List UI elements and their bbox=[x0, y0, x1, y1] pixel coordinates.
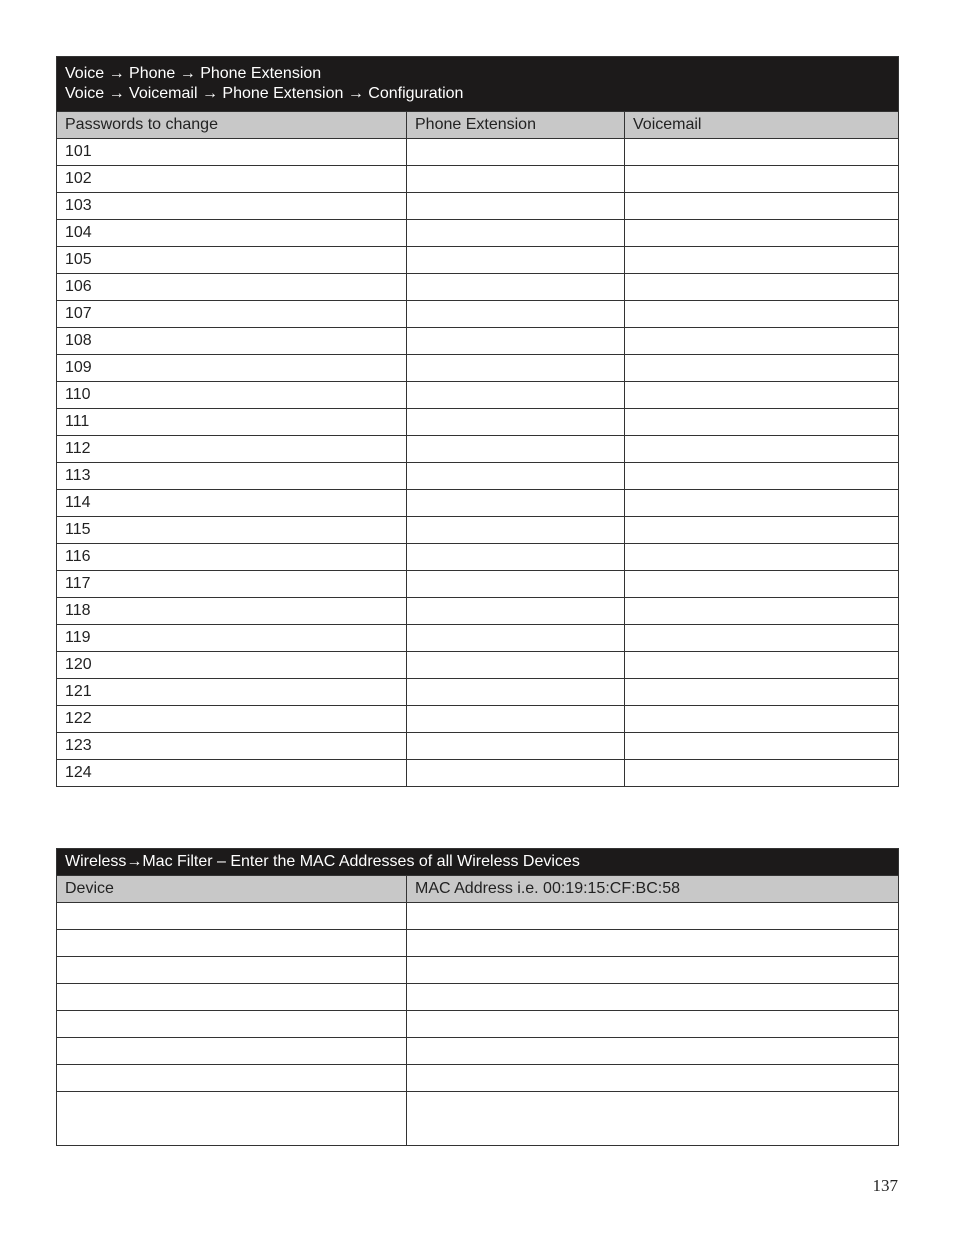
voice-password-table bbox=[56, 56, 899, 787]
extension-number-cell: 116 bbox=[57, 544, 407, 571]
phone-extension-password-cell[interactable] bbox=[407, 382, 625, 409]
mac-table-title: Wireless→Mac Filter – Enter the MAC Addresses of all Wireless Devices bbox=[57, 849, 899, 876]
phone-extension-password-cell[interactable] bbox=[407, 733, 625, 760]
table-row bbox=[57, 301, 899, 328]
extension-number-cell: 109 bbox=[57, 355, 407, 382]
table-row bbox=[57, 679, 899, 706]
header-mac-address: MAC Address i.e. 00:19:15:CF:BC:58 bbox=[407, 876, 899, 903]
voicemail-password-cell[interactable] bbox=[625, 409, 899, 436]
extension-number-cell: 117 bbox=[57, 571, 407, 598]
extension-number-cell: 110 bbox=[57, 382, 407, 409]
table-row bbox=[57, 1092, 899, 1146]
phone-extension-password-cell[interactable] bbox=[407, 517, 625, 544]
phone-extension-password-cell[interactable] bbox=[407, 193, 625, 220]
mac-address-cell[interactable] bbox=[407, 903, 899, 930]
extension-number-cell: 122 bbox=[57, 706, 407, 733]
voicemail-password-cell[interactable] bbox=[625, 625, 899, 652]
voicemail-password-cell[interactable] bbox=[625, 760, 899, 787]
device-cell[interactable] bbox=[57, 1038, 407, 1065]
phone-extension-password-cell[interactable] bbox=[407, 301, 625, 328]
table-row bbox=[57, 355, 899, 382]
voicemail-password-cell[interactable] bbox=[625, 436, 899, 463]
table-row bbox=[57, 652, 899, 679]
table-row bbox=[57, 930, 899, 957]
mac-address-cell[interactable] bbox=[407, 1065, 899, 1092]
phone-extension-password-cell[interactable] bbox=[407, 679, 625, 706]
table-row bbox=[57, 139, 899, 166]
phone-extension-password-cell[interactable] bbox=[407, 706, 625, 733]
phone-extension-password-cell[interactable] bbox=[407, 463, 625, 490]
extension-number-cell: 108 bbox=[57, 328, 407, 355]
table-row bbox=[57, 463, 899, 490]
table-row bbox=[57, 382, 899, 409]
voicemail-password-cell[interactable] bbox=[625, 301, 899, 328]
phone-extension-password-cell[interactable] bbox=[407, 355, 625, 382]
phone-extension-password-cell[interactable] bbox=[407, 544, 625, 571]
extension-number-cell: 123 bbox=[57, 733, 407, 760]
phone-extension-password-cell[interactable] bbox=[407, 274, 625, 301]
page-number: 137 bbox=[872, 1176, 898, 1195]
extension-number-cell: 106 bbox=[57, 274, 407, 301]
table-row bbox=[57, 1011, 899, 1038]
mac-address-cell[interactable] bbox=[407, 930, 899, 957]
phone-extension-password-cell[interactable] bbox=[407, 247, 625, 274]
device-cell[interactable] bbox=[57, 1065, 407, 1092]
header-voicemail: Voicemail bbox=[625, 112, 899, 139]
voicemail-password-cell[interactable] bbox=[625, 220, 899, 247]
table-row bbox=[57, 490, 899, 517]
mac-address-cell[interactable] bbox=[407, 957, 899, 984]
table-row bbox=[57, 1065, 899, 1092]
extension-number-cell: 101 bbox=[57, 139, 407, 166]
phone-extension-password-cell[interactable] bbox=[407, 490, 625, 517]
table-row bbox=[57, 625, 899, 652]
table-row bbox=[57, 328, 899, 355]
extension-number-cell: 105 bbox=[57, 247, 407, 274]
table-row bbox=[57, 220, 899, 247]
extension-number-cell: 119 bbox=[57, 625, 407, 652]
phone-extension-password-cell[interactable] bbox=[407, 652, 625, 679]
voicemail-password-cell[interactable] bbox=[625, 328, 899, 355]
table-row bbox=[57, 193, 899, 220]
extension-number-cell: 118 bbox=[57, 598, 407, 625]
voicemail-password-cell[interactable] bbox=[625, 193, 899, 220]
voicemail-password-cell[interactable] bbox=[625, 139, 899, 166]
voicemail-password-cell[interactable] bbox=[625, 490, 899, 517]
voicemail-password-cell[interactable] bbox=[625, 382, 899, 409]
table-row bbox=[57, 706, 899, 733]
device-cell[interactable] bbox=[57, 903, 407, 930]
voice-password-table-block bbox=[56, 56, 898, 787]
table-row bbox=[57, 544, 899, 571]
voicemail-password-cell[interactable] bbox=[625, 355, 899, 382]
extension-number-cell: 104 bbox=[57, 220, 407, 247]
table-row bbox=[57, 984, 899, 1011]
extension-number-cell: 121 bbox=[57, 679, 407, 706]
device-cell[interactable] bbox=[57, 984, 407, 1011]
table-row bbox=[57, 247, 899, 274]
table-row bbox=[57, 517, 899, 544]
voicemail-password-cell[interactable] bbox=[625, 571, 899, 598]
extension-number-cell: 112 bbox=[57, 436, 407, 463]
extension-number-cell: 102 bbox=[57, 166, 407, 193]
voice-table-title-line2: Voice → Voicemail → Phone Extension → Configuration bbox=[65, 85, 464, 102]
table-row bbox=[57, 760, 899, 787]
phone-extension-password-cell[interactable] bbox=[407, 436, 625, 463]
phone-extension-password-cell[interactable] bbox=[407, 220, 625, 247]
extension-number-cell: 113 bbox=[57, 463, 407, 490]
table-row bbox=[57, 903, 899, 930]
table-row bbox=[57, 436, 899, 463]
header-passwords-to-change: Passwords to change bbox=[57, 112, 407, 139]
extension-number-cell: 103 bbox=[57, 193, 407, 220]
mac-filter-table bbox=[56, 848, 899, 1146]
extension-number-cell: 115 bbox=[57, 517, 407, 544]
phone-extension-password-cell[interactable] bbox=[407, 409, 625, 436]
voicemail-password-cell[interactable] bbox=[625, 544, 899, 571]
table-row bbox=[57, 571, 899, 598]
voicemail-password-cell[interactable] bbox=[625, 247, 899, 274]
table-row bbox=[57, 957, 899, 984]
phone-extension-password-cell[interactable] bbox=[407, 625, 625, 652]
table-row bbox=[57, 274, 899, 301]
table-row bbox=[57, 409, 899, 436]
table-row bbox=[57, 598, 899, 625]
phone-extension-password-cell[interactable] bbox=[407, 328, 625, 355]
voicemail-password-cell[interactable] bbox=[625, 274, 899, 301]
device-cell[interactable] bbox=[57, 1011, 407, 1038]
voicemail-password-cell[interactable] bbox=[625, 706, 899, 733]
table-row bbox=[57, 733, 899, 760]
mac-address-cell[interactable] bbox=[407, 1092, 899, 1146]
header-phone-extension: Phone Extension bbox=[407, 112, 625, 139]
voicemail-password-cell[interactable] bbox=[625, 517, 899, 544]
mac-address-cell[interactable] bbox=[407, 1038, 899, 1065]
voice-table-body bbox=[57, 139, 899, 787]
phone-extension-password-cell[interactable] bbox=[407, 166, 625, 193]
voice-table-title-line1: Voice → Phone → Phone Extension bbox=[65, 65, 322, 82]
device-cell[interactable] bbox=[57, 957, 407, 984]
table-row bbox=[57, 166, 899, 193]
voicemail-password-cell[interactable] bbox=[625, 679, 899, 706]
voicemail-password-cell[interactable] bbox=[625, 598, 899, 625]
mac-address-cell[interactable] bbox=[407, 984, 899, 1011]
extension-number-cell: 111 bbox=[57, 409, 407, 436]
device-cell[interactable] bbox=[57, 930, 407, 957]
mac-address-cell[interactable] bbox=[407, 1011, 899, 1038]
phone-extension-password-cell[interactable] bbox=[407, 598, 625, 625]
table-row bbox=[57, 1038, 899, 1065]
extension-number-cell: 120 bbox=[57, 652, 407, 679]
header-device: Device bbox=[57, 876, 407, 903]
phone-extension-password-cell[interactable] bbox=[407, 571, 625, 598]
voicemail-password-cell[interactable] bbox=[625, 733, 899, 760]
voice-table-title bbox=[57, 57, 899, 112]
voicemail-password-cell[interactable] bbox=[625, 166, 899, 193]
device-cell[interactable] bbox=[57, 1092, 407, 1146]
voicemail-password-cell[interactable] bbox=[625, 463, 899, 490]
extension-number-cell: 114 bbox=[57, 490, 407, 517]
voicemail-password-cell[interactable] bbox=[625, 652, 899, 679]
extension-number-cell: 107 bbox=[57, 301, 407, 328]
phone-extension-password-cell[interactable] bbox=[407, 760, 625, 787]
extension-number-cell: 124 bbox=[57, 760, 407, 787]
mac-table-body bbox=[57, 903, 899, 1146]
mac-filter-table-block bbox=[56, 848, 898, 1146]
phone-extension-password-cell[interactable] bbox=[407, 139, 625, 166]
